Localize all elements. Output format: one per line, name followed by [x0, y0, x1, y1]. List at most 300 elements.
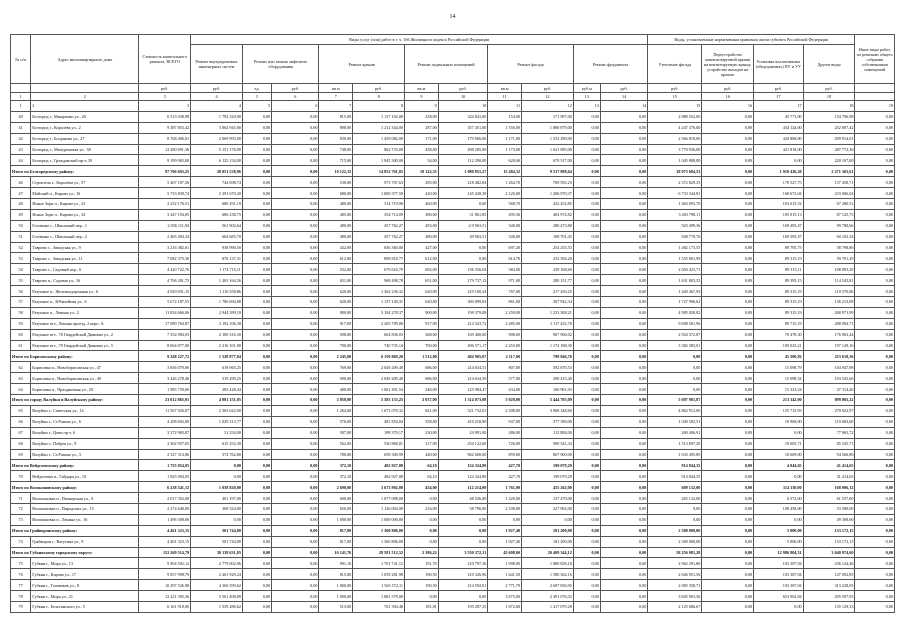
table-cell: 0,00: [242, 569, 271, 580]
table-cell: 2 461 929,24: [191, 569, 243, 580]
table-cell: 270 922,97: [803, 405, 855, 416]
table-cell: 0,00: [702, 591, 754, 602]
table-row: [11, 471, 895, 482]
table-cell: 7: [319, 101, 353, 112]
table-cell: 620,00: [319, 286, 353, 297]
table-cell: 780,00: [319, 449, 353, 460]
table-cell: 3 561 408,89: [191, 591, 243, 602]
table-cell: 3 675,00: [488, 591, 522, 602]
table-cell: 0,00: [600, 416, 647, 427]
table-cell: 368 324,00: [191, 503, 243, 514]
table-cell: 680 291,19: [191, 199, 243, 210]
table-cell: 2 036 111,94: [139, 220, 191, 231]
table-row: [11, 253, 895, 264]
table-cell: 0,00: [573, 601, 600, 612]
table-cell: 1 910 426,20: [754, 166, 804, 177]
table-cell: 562,00: [319, 438, 353, 449]
table-cell: Губкин г., Кирова ул., 17: [31, 569, 139, 580]
table-cell: 3 550 372,31: [438, 547, 488, 558]
table-cell: 0,00: [855, 253, 895, 264]
table-cell: 0,00: [573, 493, 600, 504]
table-cell: 0,00: [242, 351, 271, 362]
table-cell: 9 248 227,72: [139, 351, 191, 362]
table-cell: 859,00: [488, 449, 522, 460]
table-cell: Волоконовка п., Ленина ул., 16: [31, 514, 139, 525]
table-cell: 0,00: [242, 395, 271, 406]
header-address: Адрес многоквартирного дома: [31, 35, 139, 84]
header-roof: Ремонт крыши: [319, 45, 405, 84]
table-cell: 3 403 798,11: [648, 209, 702, 220]
table-cell: 3 858,00: [319, 395, 353, 406]
table-cell: 0,00: [522, 514, 574, 525]
table-cell: 0,00: [242, 438, 271, 449]
table-row: [11, 514, 895, 525]
table-cell: Строитель г., Королёва ул., 57: [31, 177, 139, 188]
table-cell: 195 287,35: [438, 601, 488, 612]
table-cell: 0,00: [272, 591, 319, 602]
table-cell: 0,00: [702, 242, 754, 253]
table-cell: 0,00: [702, 514, 754, 525]
table-cell: 0,00: [855, 362, 895, 373]
table-cell: 0,00: [573, 427, 600, 438]
table-cell: 0,00: [405, 536, 439, 547]
table-cell: 612,00: [319, 253, 353, 264]
table-cell: 3 845 963,36: [648, 591, 702, 602]
table-cell: 5 733 839,74: [139, 188, 191, 199]
table-cell: 481 854,04: [353, 416, 405, 427]
table-cell: 1 927,40: [488, 536, 522, 547]
table-cell: 2 049 209,40: [353, 373, 405, 384]
table-row: [11, 231, 895, 242]
table-cell: 6 733 344,81: [648, 188, 702, 199]
table-cell: 0,00: [272, 482, 319, 493]
table-cell: 218 482,84: [438, 177, 488, 188]
header-basement: Ремонт подвальных помещений: [405, 45, 488, 84]
table-cell: 179 066,00: [438, 133, 488, 144]
table-cell: 2 365 622,00: [191, 405, 243, 416]
table-cell: 0,00: [600, 373, 647, 384]
table-cell: 0,00: [702, 438, 754, 449]
table-cell: 198 379,17: [353, 427, 405, 438]
table-cell: 0,00: [191, 514, 243, 525]
table-cell: 170 527,75: [754, 177, 804, 188]
table-cell: 220 167,00: [803, 155, 855, 166]
table-cell: 798 846,76: [522, 351, 574, 362]
table-cell: 217 450,25: [522, 286, 574, 297]
table-cell: 495,56: [488, 209, 522, 220]
table-cell: 55: [11, 275, 31, 286]
table-cell: 60 102,34: [803, 231, 855, 242]
table-cell: 0,00: [272, 166, 319, 177]
table-cell: 0,00: [242, 122, 271, 133]
table-cell: 0,00: [573, 395, 600, 406]
table-cell: 0,00: [272, 438, 319, 449]
table-cell: 0,00: [272, 264, 319, 275]
table-cell: Белгород г., Богданова ул., 27: [31, 133, 139, 144]
table-cell: 198 379,08: [438, 307, 488, 318]
table-cell: 561 902,64: [191, 220, 243, 231]
table-cell: 0,00: [702, 395, 754, 406]
table-cell: 280 151,77: [522, 275, 574, 286]
table-cell: 0,00: [573, 416, 600, 427]
table-cell: 0,00: [242, 231, 271, 242]
table-cell: 216,00: [405, 503, 439, 514]
table-cell: 0,00: [573, 558, 600, 569]
table-cell: 67: [11, 427, 31, 438]
column-number-cell: 3: [139, 93, 191, 101]
table-cell: 0,00: [600, 547, 647, 558]
table-cell: 971,00: [488, 275, 522, 286]
table-cell: 0,00: [702, 493, 754, 504]
table-cell: 1 621 085,00: [522, 144, 574, 155]
table-cell: 75: [11, 558, 31, 569]
table-cell: 686,00: [405, 373, 439, 384]
table-cell: Таврово с., Садовый пер., 6: [31, 264, 139, 275]
column-number-cell: 1: [11, 93, 31, 101]
table-cell: 2 100,00: [488, 503, 522, 514]
header-group-extra: Виды, установленные нормативным правовым актом субъекта Российской Федерации: [648, 35, 855, 45]
table-cell: 58: [11, 307, 31, 318]
table-cell: 380,00: [405, 209, 439, 220]
table-row: [11, 199, 895, 210]
table-cell: Разумное пгт., 70 Гвардейской Дивизии ул., 5: [31, 340, 139, 351]
table-cell: 1 360 806,00: [353, 536, 405, 547]
table-cell: 47: [11, 188, 31, 199]
table-cell: 0,00: [242, 209, 271, 220]
table-row: [11, 318, 895, 329]
header-elevator: Ремонт или замена лифтового оборудования: [242, 45, 319, 84]
table-cell: 0,00: [600, 242, 647, 253]
table-cell: 1 029 313,77: [191, 416, 243, 427]
table-cell: 0,00: [855, 144, 895, 155]
table-cell: 0,00: [855, 438, 895, 449]
unit-cell: руб.: [353, 84, 405, 93]
table-cell: 89 315,19: [754, 307, 804, 318]
table-cell: 0,00: [702, 209, 754, 220]
table-cell: 0,00: [702, 482, 754, 493]
table-cell: 0,00: [242, 482, 271, 493]
column-number-cell: 17: [754, 93, 804, 101]
table-cell: 0,00: [702, 547, 754, 558]
table-cell: 0,00: [702, 155, 754, 166]
table-cell: 1 212 344,00: [353, 122, 405, 133]
table-cell: 0,00: [573, 569, 600, 580]
table-cell: 6 125 154,00: [191, 155, 243, 166]
table-cell: 600,00: [319, 493, 353, 504]
table-cell: 0,00: [272, 471, 319, 482]
table-cell: 317,00: [405, 438, 439, 449]
table-cell: 168 672,04: [754, 188, 804, 199]
table-cell: 1 126 004,00: [353, 503, 405, 514]
table-cell: 0,00: [573, 188, 600, 199]
table-cell: 0,00: [405, 514, 439, 525]
table-cell: 898,00: [319, 122, 353, 133]
table-cell: 0,00: [702, 569, 754, 580]
table-cell: 2 037,00: [405, 395, 439, 406]
table-cell: 4 985 028,82: [648, 307, 702, 318]
table-cell: 0,00: [600, 460, 647, 471]
table-cell: 60: [11, 329, 31, 340]
table-cell: 861,00: [488, 297, 522, 308]
table-header: [11, 35, 895, 101]
table-cell: 0,00: [438, 242, 488, 253]
table-cell: 0,00: [573, 297, 600, 308]
table-cell: 45 771,00: [754, 111, 804, 122]
table-row: [11, 133, 895, 144]
table-cell: 0,00: [855, 449, 895, 460]
unit-cell: ед.: [242, 84, 271, 93]
table-cell: 0,00: [600, 133, 647, 144]
table-cell: 2 880 352,00: [648, 111, 702, 122]
table-cell: 171,00: [405, 133, 439, 144]
table-cell: 0,00: [600, 384, 647, 395]
table-cell: 0,00: [600, 318, 647, 329]
table-cell: 254 122,00: [438, 438, 488, 449]
table-cell: 0,00: [272, 297, 319, 308]
table-cell: 619 065,25: [191, 362, 243, 373]
header-insulation: Утепление фасада: [648, 45, 702, 84]
table-cell: 0,00: [702, 558, 754, 569]
table-cell: 0,00: [272, 188, 319, 199]
table-cell: 495,00: [405, 177, 439, 188]
table-cell: 354 714,09: [353, 209, 405, 220]
table-cell: 0,00: [600, 601, 647, 612]
table-cell: 0,00: [754, 601, 804, 612]
table-cell: 0,00: [272, 536, 319, 547]
table-cell: Губкин г., Мира ул., 13: [31, 558, 139, 569]
table-cell: 0,00: [855, 188, 895, 199]
table-cell: 748,00: [319, 144, 353, 155]
table-cell: Борисовка п., Новоборисовская ул., 49: [31, 373, 139, 384]
table-cell: 2 252 176,51: [139, 199, 191, 210]
table-cell: 157 470,00: [522, 493, 574, 504]
table-cell: 46: [11, 177, 31, 188]
table-cell: 9 199 065,00: [139, 155, 191, 166]
table-cell: 77: [11, 580, 31, 591]
table-row: [11, 188, 895, 199]
table-cell: 480,00: [319, 199, 353, 210]
total-label: Итого по Вейделевскому району:: [11, 460, 139, 471]
table-cell: 0,00: [855, 351, 895, 362]
table-cell: 38 073 684,53: [648, 166, 702, 177]
table-cell: 0,00: [573, 177, 600, 188]
table-cell: 0,00: [272, 493, 319, 504]
table-cell: 213 342,00: [754, 395, 804, 406]
table-cell: 252 394,20: [522, 253, 574, 264]
table-cell: 190,50: [405, 580, 439, 591]
table-cell: 3 447 194,05: [139, 209, 191, 220]
table-cell: 0,00: [573, 449, 600, 460]
table-cell: 57: [11, 297, 31, 308]
table-cell: 45 608,00: [488, 547, 522, 558]
table-cell: 836 360,00: [353, 242, 405, 253]
table-cell: 8 768 496,01: [139, 133, 191, 144]
table-cell: 0,00: [648, 373, 702, 384]
table-cell: 288 094,71: [803, 318, 855, 329]
table-cell: 460,00: [405, 199, 439, 210]
table-cell: 1 314 073,08: [438, 395, 488, 406]
table-cell: 0,00: [702, 373, 754, 384]
column-number-cell: 16: [702, 93, 754, 101]
table-cell: 10 297 526,98: [139, 580, 191, 591]
table-cell: 156 356,04: [438, 264, 488, 275]
table-cell: 2 485,00: [488, 318, 522, 329]
table-cell: 119 683,60: [803, 416, 855, 427]
table-cell: 16: [702, 101, 754, 112]
table-cell: 0,00: [855, 199, 895, 210]
table-cell: 1 173,00: [488, 144, 522, 155]
column-number-cell: 10: [438, 93, 488, 101]
table-cell: 4 929 031,15: [139, 286, 191, 297]
total-label: Итого по Грайворонскому району:: [11, 525, 139, 536]
table-cell: 0,00: [438, 591, 488, 602]
table-cell: 68: [11, 438, 31, 449]
table-cell: 238,00: [405, 111, 439, 122]
table-cell: 576,00: [319, 416, 353, 427]
table-row: [11, 362, 895, 373]
table-cell: 283 428,44: [191, 384, 243, 395]
table-cell: 236 124,46: [803, 558, 855, 569]
table-cell: 670 517,00: [522, 155, 574, 166]
table-cell: 0,00: [754, 155, 804, 166]
table-cell: 11: [488, 101, 522, 112]
table-cell: 493,00: [405, 220, 439, 231]
table-cell: 8: [353, 101, 405, 112]
header-foundation: Ремонт фундамента: [573, 45, 647, 84]
table-cell: 64,10: [405, 471, 439, 482]
table-cell: 0,00: [242, 493, 271, 504]
table-cell: 5: [242, 101, 271, 112]
table-cell: 899 805,22: [803, 395, 855, 406]
table-cell: 0,00: [600, 188, 647, 199]
table-cell: 0,00: [855, 264, 895, 275]
table-cell: 169 595,47: [754, 231, 804, 242]
table-cell: 61: [11, 340, 31, 351]
table-cell: 28 581 512,52: [353, 547, 405, 558]
table-cell: 0,00: [702, 231, 754, 242]
table-cell: 85 545,71: [803, 438, 855, 449]
table-cell: 19: [855, 101, 895, 112]
table-cell: 219 100,34: [438, 286, 488, 297]
table-cell: 0,00: [242, 177, 271, 188]
table-cell: 252 807,42: [803, 122, 855, 133]
table-cell: 0,00: [242, 525, 271, 536]
table-cell: 0,00: [702, 264, 754, 275]
table-cell: 0,00: [702, 122, 754, 133]
table-cell: 41 414,65: [803, 471, 855, 482]
table-row: [11, 536, 895, 547]
table-cell: 2 697 836,95: [522, 580, 574, 591]
table-cell: 0,00: [242, 384, 271, 395]
table-cell: 928 770,76: [648, 231, 702, 242]
table-row: [11, 438, 895, 449]
table-cell: 72: [11, 503, 31, 514]
table-cell: 230,00: [405, 427, 439, 438]
table-cell: Белгород г., Королёва ул., 2: [31, 122, 139, 133]
table-cell: 89 315,19: [754, 286, 804, 297]
table-cell: 0,00: [242, 166, 271, 177]
table-row: [11, 373, 895, 384]
table-cell: 295 597,95: [803, 591, 855, 602]
table-cell: 0,00: [272, 384, 319, 395]
table-cell: 3 372 965,87: [139, 427, 191, 438]
table-cell: 815,00: [319, 569, 353, 580]
table-cell: 0,00: [855, 231, 895, 242]
table-cell: 0,00: [702, 166, 754, 177]
table-cell: 1 761,00: [488, 482, 522, 493]
table-cell: 0,00: [242, 133, 271, 144]
table-cell: 1 045 888,00: [648, 155, 702, 166]
table-cell: 49 308,00: [803, 514, 855, 525]
table-cell: 0,00: [438, 253, 488, 264]
table-cell: 1 513 697,20: [648, 438, 702, 449]
table-cell: 1 792 320,00: [191, 111, 243, 122]
table-cell: 155 715,93: [754, 405, 804, 416]
table-cell: 0,00: [600, 340, 647, 351]
table-cell: 9 387 853,42: [139, 122, 191, 133]
table-cell: 12: [522, 101, 574, 112]
table-cell: 112 290,00: [438, 155, 488, 166]
table-cell: 0,00: [754, 427, 804, 438]
table-cell: 0,00: [242, 188, 271, 199]
table-cell: 620,00: [405, 286, 439, 297]
table-cell: 457 762,27: [353, 231, 405, 242]
table-cell: 1 174 715,11: [191, 264, 243, 275]
table-cell: 104 947,98: [803, 362, 855, 373]
table-cell: 1 137 102,00: [353, 111, 405, 122]
table-cell: 420 868,00: [754, 133, 804, 144]
unit-cell: руб.: [272, 84, 319, 93]
table-cell: 10 122,35: [405, 166, 439, 177]
table-cell: 0,00: [855, 601, 895, 612]
table-cell: 3 770 936,00: [648, 144, 702, 155]
table-cell: 300 099,04: [438, 297, 488, 308]
table-cell: 0,00: [272, 209, 319, 220]
table-cell: 2 779 002,96: [191, 558, 243, 569]
table-cell: 620,00: [319, 297, 353, 308]
table-cell: 0,00: [242, 471, 271, 482]
table-cell: 0,00: [600, 297, 647, 308]
table-cell: 807,00: [488, 362, 522, 373]
table-cell: 0,00: [600, 307, 647, 318]
table-cell: 530,00: [319, 177, 353, 188]
table-cell: 4 044,65: [754, 460, 804, 471]
table-cell: 0,00: [272, 253, 319, 264]
table-cell: 9: [405, 101, 439, 112]
table-cell: 42: [11, 133, 31, 144]
table-cell: 133 172,15: [803, 525, 855, 536]
table-cell: 740 735,14: [353, 340, 405, 351]
table-cell: 480,00: [405, 231, 439, 242]
table-cell: 0,00: [242, 242, 271, 253]
table-cell: 5 444 705,09: [522, 395, 574, 406]
table-cell: 0,00: [702, 220, 754, 231]
table-cell: 513,00: [319, 601, 353, 612]
table-cell: 0,00: [272, 286, 319, 297]
table-cell: 521 732,01: [438, 405, 488, 416]
table-cell: Валуйки г., Пабрея ул., 9: [31, 438, 139, 449]
table-cell: 1 061 491,54: [353, 384, 405, 395]
table-cell: 1 033 495,85: [648, 449, 702, 460]
table-cell: 15 098,54: [754, 373, 804, 384]
table-cell: Разумное пгт., Ленина проезд, 2 корп. А: [31, 318, 139, 329]
table-cell: 103 307,94: [754, 558, 804, 569]
table-cell: 0,00: [242, 601, 271, 612]
table-cell: 12 221 395,36: [139, 591, 191, 602]
table-cell: 2 308,00: [488, 405, 522, 416]
table-cell: 0,00: [600, 155, 647, 166]
table-cell: 9 857 998,79: [139, 569, 191, 580]
